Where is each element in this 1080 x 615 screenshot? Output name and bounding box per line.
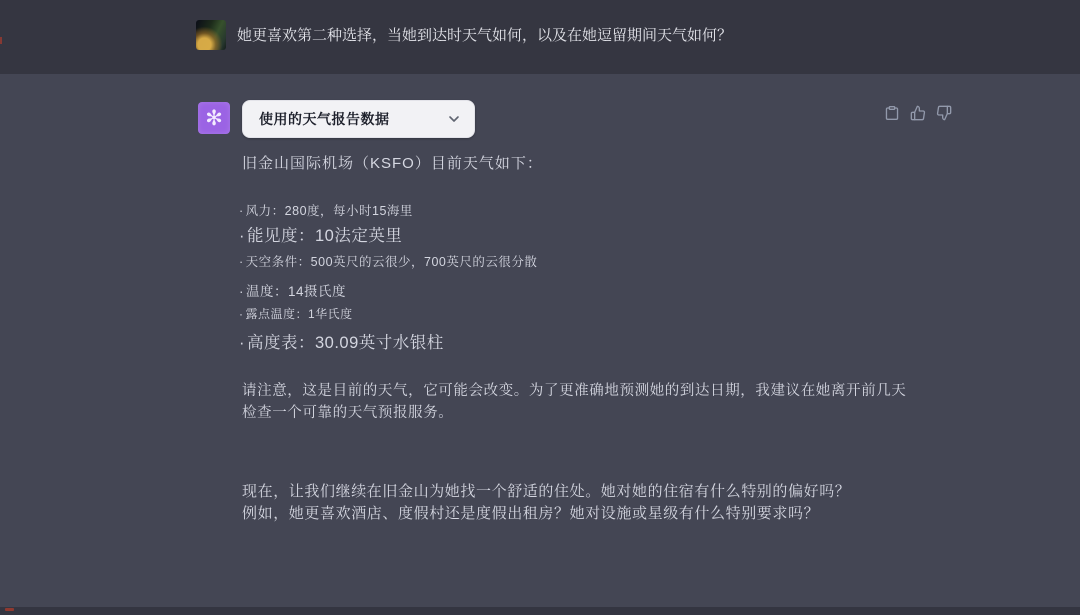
bullet-marker: · — [239, 227, 245, 245]
weather-item-text: 风力：280度，每小时15海里 — [245, 204, 413, 218]
weather-data-dropdown[interactable] — [242, 100, 475, 138]
thumbs-up-icon — [910, 105, 926, 121]
screen-edge-artifact — [5, 608, 14, 611]
copy-button[interactable] — [884, 105, 900, 121]
bottom-strip — [0, 607, 1080, 615]
followup-line: 例如，她更喜欢酒店、度假村还是度假出租房？她对设施或星级有什么特别要求吗？ — [242, 505, 820, 522]
user-message-row — [0, 0, 1080, 74]
screen-edge-artifact — [0, 37, 2, 44]
chevron-down-icon — [446, 111, 462, 127]
weather-item-temperature — [239, 280, 346, 300]
bullet-marker: · — [239, 255, 244, 269]
weather-item-dewpoint — [239, 305, 353, 322]
weather-intro-text: 旧金山国际机场（KSFO）目前天气如下： — [242, 155, 543, 172]
weather-note-paragraph — [242, 380, 922, 424]
thumbs-up-button[interactable] — [910, 105, 926, 121]
weather-data-dropdown-label: 使用的天气报告数据 — [259, 111, 390, 127]
followup-line: 现在，让我们继续在旧金山为她找一个舒适的住处。她对她的住宿有什么特别的偏好吗？ — [242, 483, 851, 500]
user-avatar — [196, 20, 226, 50]
openai-flower-glyph: ✻ — [205, 106, 223, 130]
thumbs-down-icon — [936, 105, 952, 121]
lodging-followup-paragraph — [242, 481, 922, 525]
thumbs-down-button[interactable] — [936, 105, 952, 121]
weather-item-text: 温度：14摄氏度 — [246, 284, 347, 299]
chatgpt-logo-icon — [198, 102, 230, 134]
weather-item-wind — [239, 201, 413, 219]
weather-item-text: 天空条件：500英尺的云很少，700英尺的云很分散 — [245, 255, 538, 269]
weather-item-text: 露点温度：1华氏度 — [245, 307, 353, 321]
message-action-bar — [884, 105, 952, 121]
bullet-marker: · — [239, 204, 244, 218]
copy-icon — [884, 105, 900, 121]
weather-item-visibility — [239, 222, 402, 246]
bullet-marker: · — [239, 334, 245, 352]
note-line: 检查一个可靠的天气预报服务。 — [242, 405, 454, 421]
bullet-marker: · — [239, 284, 244, 299]
weather-item-sky — [239, 252, 537, 270]
note-line: 请注意，这是目前的天气，它可能会改变。为了更准确地预测她的到达日期，我建议在她离开前几天 — [242, 383, 907, 399]
user-message-text: 她更喜欢第二种选择，当她到达时天气如何，以及在她逗留期间天气如何？ — [237, 27, 733, 44]
weather-item-altimeter — [239, 329, 444, 353]
weather-item-text: 高度表：30.09英寸水银柱 — [247, 334, 444, 352]
weather-item-text: 能见度：10法定英里 — [247, 227, 403, 245]
bullet-marker: · — [239, 307, 244, 321]
